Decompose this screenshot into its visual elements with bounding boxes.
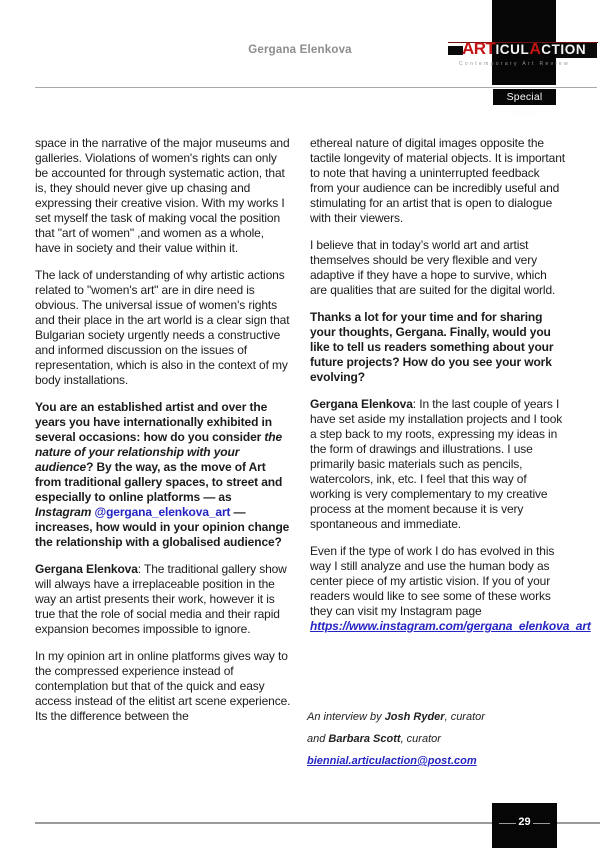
text-run: Josh Ryder [384, 711, 445, 723]
paragraph-continuation [310, 136, 565, 226]
left-column [35, 136, 291, 736]
text-run: ethereal nature of digital images opposite the tactile longevity of material objects. It is important to note that having a uninterrupted feedback from your audience can be incredibly useful and stimulating for an artist that is open to dialogue with their viewers. [310, 136, 565, 225]
page-title-author: Gergana Elenkova [248, 44, 352, 56]
attribution-line [307, 728, 569, 750]
attribution-line [307, 750, 569, 772]
attribution-block [307, 706, 569, 772]
paragraph-continuation [35, 136, 291, 256]
text-run: : In the last couple of years I have set aside my installation projects and I took a step back to my roots, expressing my ideas in the form of drawings and illustrations. I use primarily basic materials such as pencils, watercolors, ink, etc. I feel that this way of working is very complementary to my creative process at the moment because it is very spontaneous and immediate. [310, 397, 563, 531]
instagram-handle-link[interactable]: @gergana_elenkova_art [94, 505, 231, 519]
text-run: In my opinion art in online platforms gives way to the compressed experience instead of contemplation but that of the quick and easy access instead of the elitist art scene experience. Its the difference between the [35, 649, 291, 723]
article-body [35, 136, 591, 736]
text-run: and [307, 733, 329, 745]
attribution-line [307, 706, 569, 728]
text-run: An interview by [307, 711, 385, 723]
interviewer-question [310, 310, 565, 385]
paragraph [310, 544, 591, 634]
page-number: 29 [518, 816, 531, 828]
logo-ction-text: CTION [541, 42, 587, 57]
logo-left-bar [448, 46, 463, 55]
header-divider-line [35, 87, 597, 88]
text-run: : The traditional gallery show will always have a irreplaceable position in the way an artist presents their work, however it is true that the role of social media and their rapid expansion becomes impossible to ignore. [35, 562, 287, 636]
text-run: The lack of understanding of why artistic actions related to "women's art" are in dire need is obvious. The universal issue of women's rights and their place in the art world is a clear sign that Bulgarian society urgently needs a constructive and informed discussion on the issues of representation, which is also in the context of my body installations. [35, 268, 290, 387]
text-run: Thanks a lot for your time and for sharing your thoughts, Gergana. Finally, would you like to tell us readers something about your future projects? How do you see your work evolving? [310, 310, 554, 384]
logo-a-text: A [529, 41, 542, 58]
paragraph [35, 268, 291, 388]
instagram-url-link[interactable]: https://www.instagram.com/gergana_elenkova_art [310, 619, 591, 633]
text-run: Even if the type of work I do has evolved in this way I still analyze and use the human body as center piece of my artistic vision. If you of your readers would like to see some of these works they can visit my Instagram page [310, 544, 555, 618]
text-run: Gergana Elenkova [35, 562, 138, 576]
text-run: Instagram [35, 505, 95, 519]
interviewee-answer [35, 562, 291, 637]
text-run: I believe that in today’s world art and artist themselves should be very flexible and very adaptive if they have a hope to survive, which are qualities that are suited for the digital world. [310, 238, 556, 297]
logo-tagline: Contemporary Art Review [459, 61, 571, 67]
email-link[interactable]: biennial.articulaction@post.com [307, 755, 477, 767]
text-run: the nature of your relationship with your audience [35, 430, 283, 474]
logo-art-text: ART [462, 39, 496, 58]
right-column [310, 136, 591, 736]
paragraph [35, 649, 291, 724]
interviewer-question [35, 400, 291, 550]
interviewee-answer [310, 397, 565, 532]
paragraph [310, 238, 565, 298]
articulaction-logo [462, 40, 586, 59]
text-run: Gergana Elenkova [310, 397, 413, 411]
text-run: — increases, how would in your opinion change the relationship with a globalised audience? [35, 505, 290, 549]
special-issue-badge: Special Issue [493, 89, 556, 105]
text-run: , curator [400, 733, 441, 745]
text-run: , curator [444, 711, 485, 723]
text-run: Barbara Scott [328, 733, 401, 745]
text-run: You are an established artist and over the years you have internationally exhibited in several occasions: how do you consider [35, 400, 272, 444]
text-run: ? By the way, as the move of Art from traditional gallery spaces, to street and especially to online platforms — as [35, 460, 283, 504]
logo-icul-text: ICUL [495, 42, 530, 57]
text-run: space in the narrative of the major museums and galleries. Violations of women's rights can only be accounted for through systematic action, that is, they should never give up chasing and expressing their creative vision. With my works I set myself the task of making vocal the position that "art of women" ,and women as a whole, have in society and their value within it. [35, 136, 290, 255]
page-number-box [492, 803, 557, 848]
